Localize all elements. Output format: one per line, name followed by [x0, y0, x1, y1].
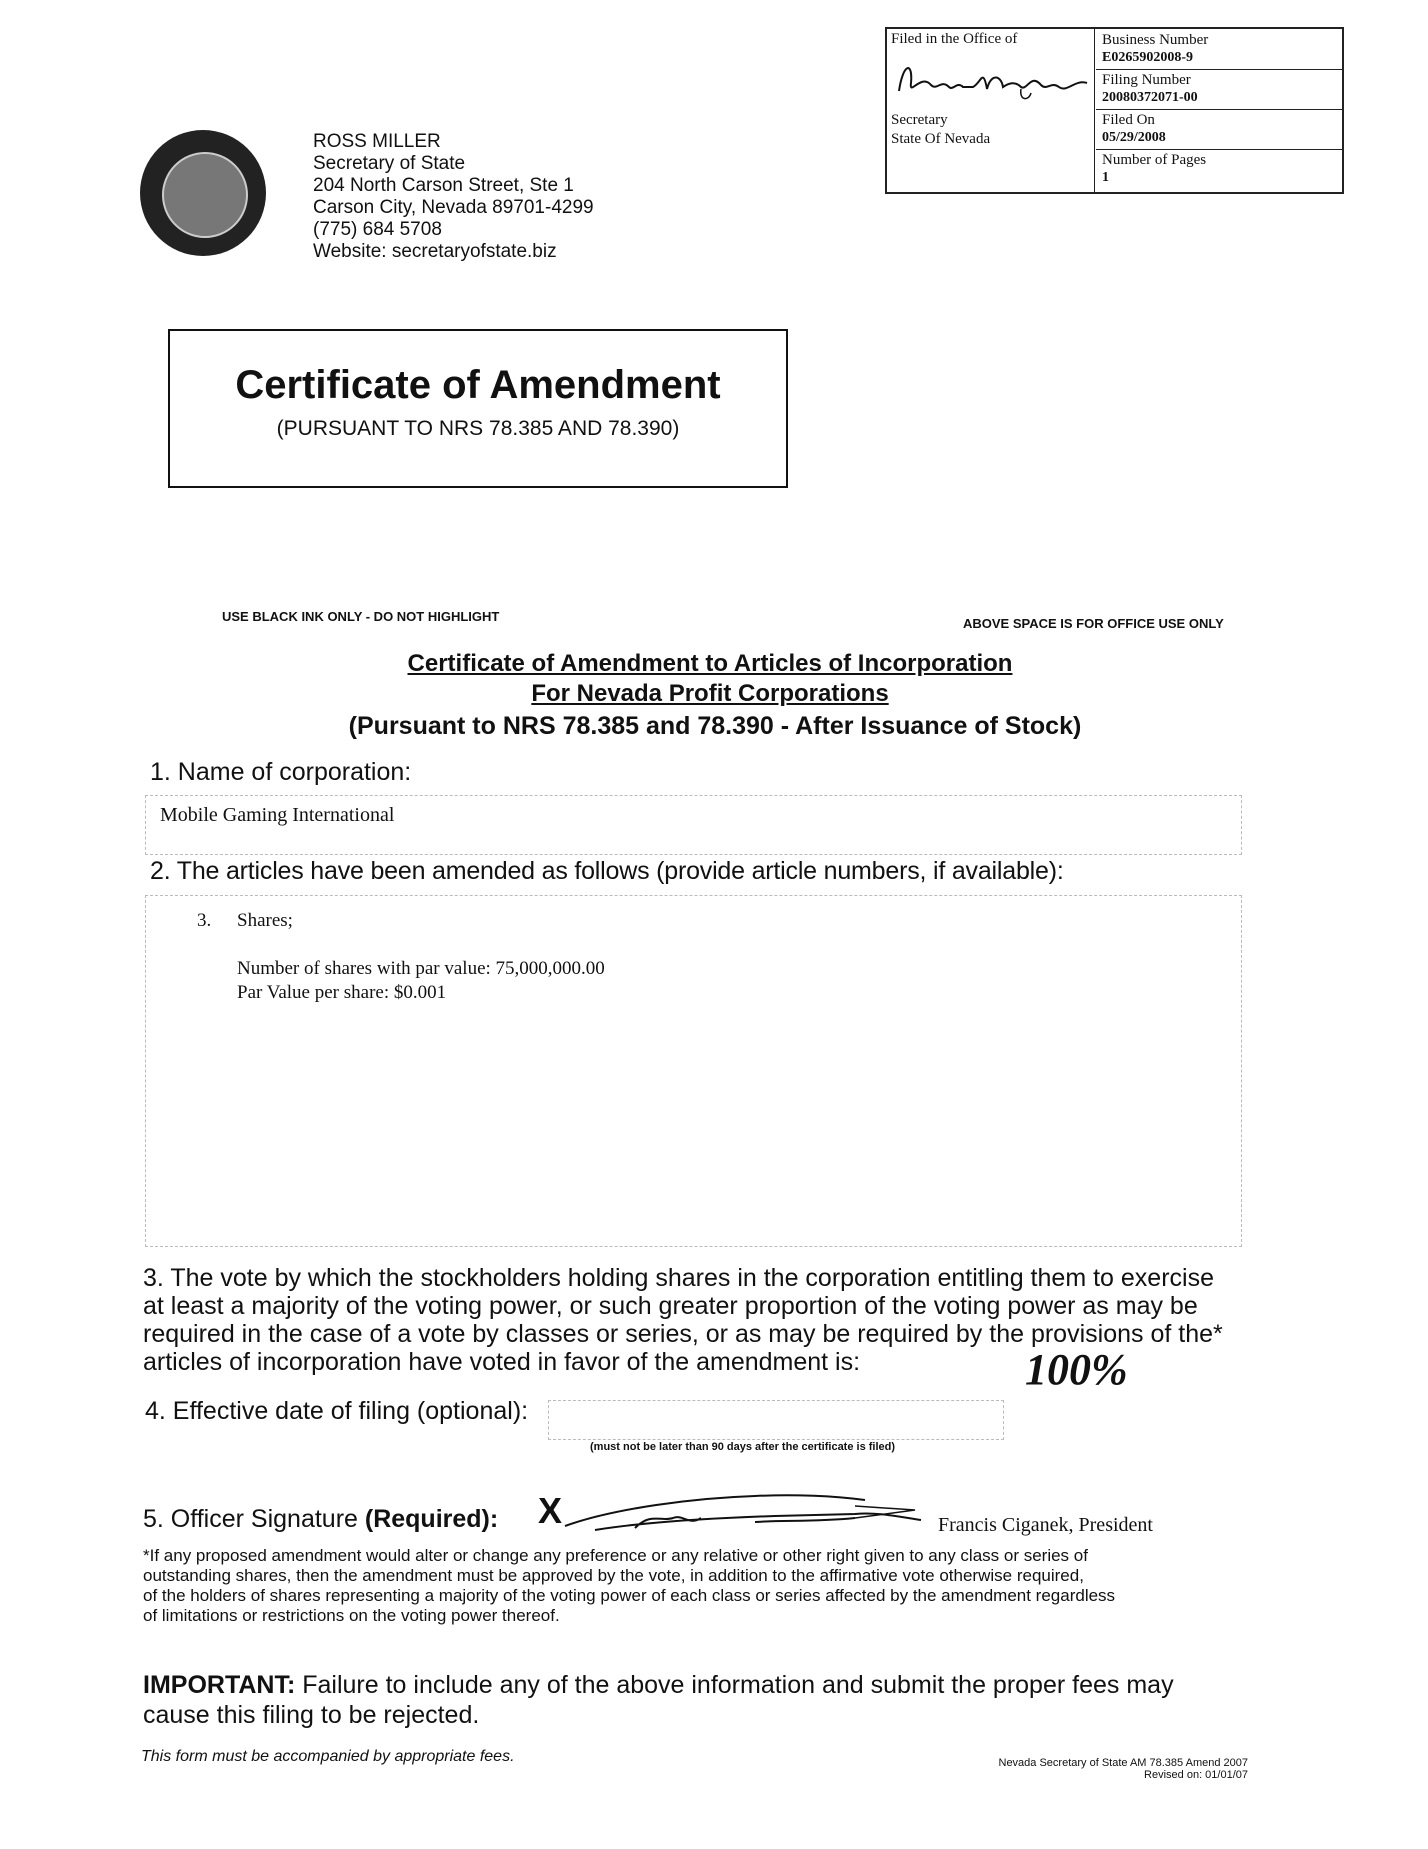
q2-label: 2. The articles have been amended as follows (provide article numbers, if available):	[150, 857, 1064, 885]
office-filed-panel	[887, 29, 1095, 192]
secretary-label	[891, 111, 990, 149]
q5-label-text: 5. Officer Signature	[143, 1505, 365, 1533]
office-use-box	[885, 27, 1344, 194]
q4-note: (must not be later than 90 days after the certificate is filed)	[590, 1441, 896, 1453]
corporation-name-field[interactable]	[145, 795, 1242, 855]
filed-on-label: Filed On	[1102, 112, 1155, 128]
secretary-name: ROSS MILLER	[313, 131, 441, 152]
q5-required: (Required):	[364, 1505, 499, 1533]
form-id	[999, 1757, 1249, 1781]
q4-label: 4. Effective date of filing (optional):	[145, 1397, 529, 1425]
q5-label	[143, 1505, 498, 1533]
important-notice	[143, 1670, 1174, 1730]
important-label: IMPORTANT:	[143, 1671, 296, 1699]
address-line2: Carson City, Nevada 89701-4299	[313, 197, 594, 218]
address-line1: 204 North Carson Street, Ste 1	[313, 175, 574, 196]
office-numbers-panel	[1096, 29, 1342, 192]
form-title-line2: For Nevada Profit Corporations	[531, 680, 889, 707]
seal-center	[162, 152, 248, 238]
filed-in-label: Filed in the Office of	[891, 31, 1018, 47]
important-text1: Failure to include any of the above information and submit the proper fees may	[295, 1671, 1174, 1699]
filed-on-row	[1096, 109, 1342, 150]
q3-line1: 3. The vote by which the stockholders holding shares in the corporation entitling them to exercise	[143, 1264, 1214, 1292]
certificate-title-box	[168, 329, 788, 488]
article-number: 3.	[197, 910, 212, 931]
business-number-value: E0265902008-9	[1102, 50, 1193, 65]
pages-label: Number of Pages	[1102, 152, 1207, 168]
pages-value: 1	[1102, 170, 1109, 185]
secretary-signature	[891, 53, 1091, 103]
vote-percentage: 100%	[1025, 1345, 1128, 1394]
q3-line2: at least a majority of the voting power, or such greater proportion of the voting power as may be	[143, 1292, 1198, 1320]
black-ink-notice: USE BLACK INK ONLY - DO NOT HIGHLIGHT	[222, 609, 500, 624]
form-id-line: Nevada Secretary of State AM 78.385 Amend 2007	[998, 1757, 1248, 1769]
website: Website: secretaryofstate.biz	[313, 241, 557, 262]
article-title: Shares;	[237, 910, 293, 931]
business-number-row	[1096, 29, 1342, 70]
pages-row	[1096, 149, 1342, 189]
fees-note: This form must be accompanied by appropriate fees.	[141, 1748, 515, 1765]
certificate-subtitle: (PURSUANT TO NRS 78.385 AND 78.390)	[276, 417, 680, 440]
state-seal	[140, 130, 266, 256]
secretary-header	[313, 131, 594, 263]
q3-line3: required in the case of a vote by classes or series, or as may be required by the provisions of the*	[143, 1320, 1223, 1348]
phone-number: (775) 684 5708	[313, 219, 442, 240]
effective-date-field[interactable]	[548, 1400, 1004, 1440]
revised-line: Revised on: 01/01/07	[1144, 1769, 1248, 1781]
q1-label: 1. Name of corporation:	[150, 758, 412, 786]
amendment-text-field[interactable]	[145, 895, 1242, 1247]
footnote-line2: outstanding shares, then the amendment must be approved by the vote, in addition to the affirmative vote otherwise required,	[143, 1566, 1084, 1585]
signer-name: Francis Ciganek, President	[938, 1514, 1153, 1536]
footnote-line3: of the holders of shares representing a majority of the voting power of each class or series affected by the amendment regardless	[143, 1586, 1116, 1605]
footnote-line4: of limitations or restrictions on the voting power thereof.	[143, 1606, 560, 1625]
signature-x-mark: X	[538, 1490, 563, 1531]
footnote-line1: *If any proposed amendment would alter or change any preference or any relative or other right given to any class or series of	[143, 1546, 1088, 1565]
certificate-title: Certificate of Amendment	[235, 363, 721, 407]
important-text2: cause this filing to be rejected.	[143, 1701, 480, 1729]
officer-signature[interactable]	[555, 1478, 925, 1548]
footnote	[143, 1546, 1115, 1626]
form-title-line3: (Pursuant to NRS 78.385 and 78.390 - After Issuance of Stock)	[348, 712, 1082, 740]
filed-on-value: 05/29/2008	[1102, 130, 1166, 145]
q3-line4: articles of incorporation have voted in favor of the amendment is:	[143, 1348, 861, 1376]
business-number-label: Business Number	[1102, 32, 1209, 48]
secretary-title: Secretary of State	[313, 153, 466, 174]
secretary-line2: State Of Nevada	[891, 131, 991, 147]
filing-number-value: 20080372071-00	[1102, 90, 1198, 105]
par-value-line: Par Value per share: $0.001	[237, 982, 447, 1003]
shares-number-line: Number of shares with par value: 75,000,000.00	[237, 958, 605, 979]
office-use-notice: ABOVE SPACE IS FOR OFFICE USE ONLY	[963, 616, 1224, 631]
filing-number-label: Filing Number	[1102, 72, 1191, 88]
corporation-name-value: Mobile Gaming International	[160, 804, 395, 826]
secretary-line1: Secretary	[891, 112, 948, 128]
filing-number-row	[1096, 69, 1342, 110]
form-title-line1: Certificate of Amendment to Articles of Incorporation	[407, 650, 1013, 677]
